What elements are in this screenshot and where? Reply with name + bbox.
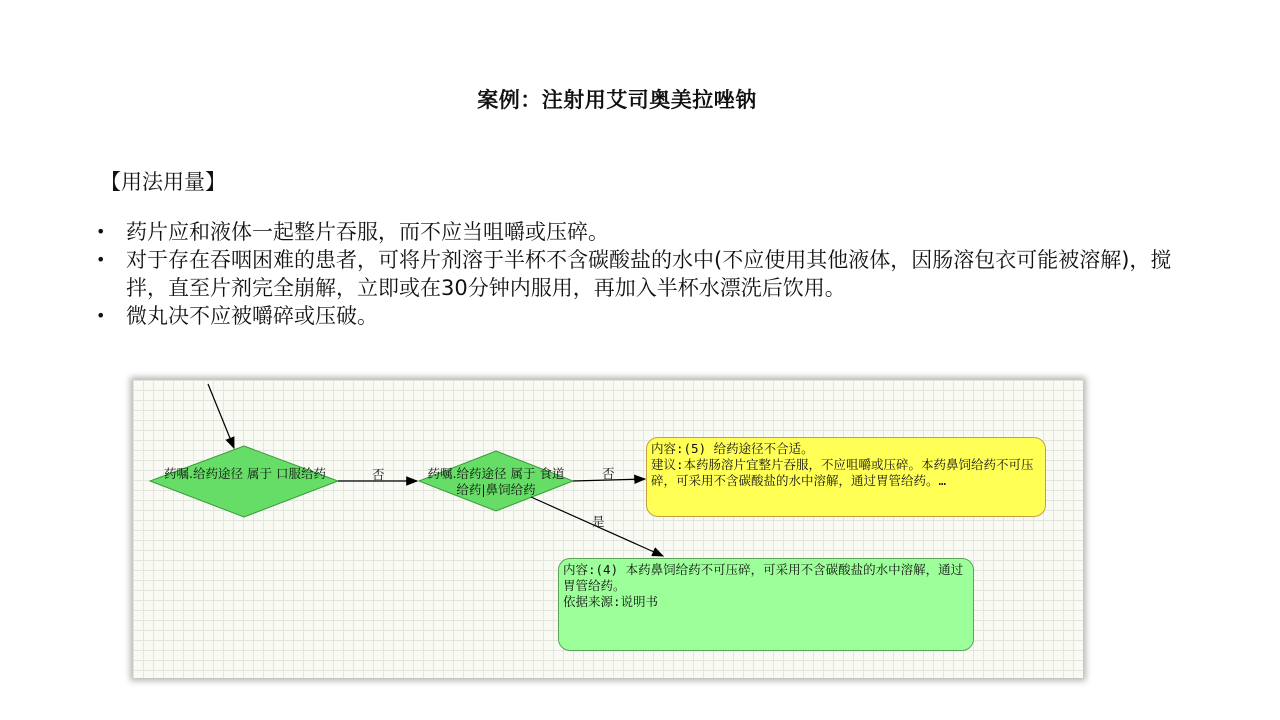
edge-label-no-2: 否	[602, 466, 615, 481]
yellow-box-content: 内容:(5) 给药途径不合适。	[651, 441, 814, 456]
result-box-nasogastric[interactable]	[558, 558, 974, 651]
bullet-dot-icon: •	[96, 306, 106, 325]
decision-label-nasogastric: 药嘱.给药途径 属于 食道给药|鼻饲给药	[427, 466, 565, 497]
bullet-item	[96, 302, 1186, 330]
edge-label-no-1: 否	[372, 467, 385, 482]
bullet-item	[96, 218, 1186, 246]
section-heading: 【用法用量】	[100, 170, 226, 194]
bullet-dot-icon: •	[96, 250, 106, 269]
incoming-arrow	[208, 384, 234, 448]
green-box-source: 依据来源:说明书	[563, 594, 659, 609]
slide-title: 案例：注射用艾司奥美拉唑钠	[477, 88, 757, 112]
bullet-text: 对于存在吞咽困难的患者，可将片剂溶于半杯不含碳酸盐的水中(不应使用其他液体，因肠溶包衣可能被溶解)，搅拌，直至片剂完全崩解，立即或在30分钟内服用，再加入半杯水漂洗后饮用。	[126, 248, 1172, 300]
result-box-route-inappropriate[interactable]	[646, 437, 1046, 517]
bullet-item	[96, 246, 1186, 302]
yellow-box-suggestion: 建议:本药肠溶片宜整片吞服，不应咀嚼或压碎。本药鼻饲给药不可压碎，可采用不含碳酸盐的水中溶解，通过胃管给药。…	[651, 457, 1034, 488]
decision-label-oral: 药嘱.给药途径 属于 口服给药	[164, 466, 326, 481]
bullet-dot-icon: •	[96, 222, 106, 241]
edge-label-yes: 是	[592, 514, 605, 529]
flowchart-canvas	[133, 380, 1083, 678]
green-box-content: 内容:(4) 本药鼻饲给药不可压碎，可采用不含碳酸盐的水中溶解，通过胃管给药。	[563, 562, 964, 593]
bullet-list	[96, 218, 1186, 330]
bullet-text: 微丸决不应被嚼碎或压破。	[126, 304, 378, 328]
bullet-text: 药片应和液体一起整片吞服，而不应当咀嚼或压碎。	[126, 220, 609, 244]
